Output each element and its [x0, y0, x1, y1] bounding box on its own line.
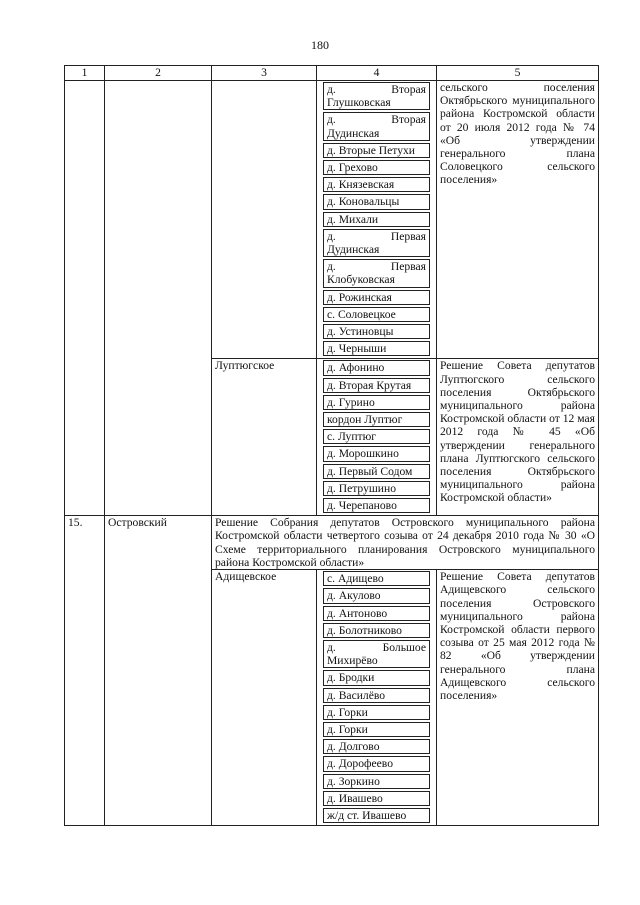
village-item: д. Афонино	[323, 360, 430, 375]
header-col-3: 3	[212, 66, 317, 81]
village-item: д. Вторая Крутая	[323, 378, 430, 393]
villages-cell	[317, 570, 437, 826]
village-item: д. Зоркино	[323, 774, 430, 789]
village-item: д. Черныши	[323, 341, 430, 356]
village-item: д. Василёво	[323, 688, 430, 703]
settlement-name: Адищевское	[212, 570, 317, 826]
village-item: д. Первая Дудинская	[323, 229, 430, 257]
villages-list	[320, 571, 433, 823]
village-item: д. Устиновцы	[323, 324, 430, 339]
village-item: д. Дорофеево	[323, 756, 430, 771]
village-item: д. Горки	[323, 722, 430, 737]
header-col-1: 1	[65, 66, 105, 81]
header-col-5: 5	[437, 66, 599, 81]
district-name: Островский	[105, 516, 212, 826]
village-item: д. Первый Содом	[323, 464, 430, 479]
village-item: д. Вторая Глушковская	[323, 82, 430, 110]
village-item: д. Петрушино	[323, 481, 430, 496]
village-item: д. Долгово	[323, 739, 430, 754]
document-cell: Решение Совета депутатов Луптюгского сельского поселения Октябрьского муниципального района Костромской области от 12 мая 2012 года № 45 «Об утверждении генерального плана Луптюгского сельского поселения Октябрьского муниципального района Костромской области»	[437, 359, 599, 516]
village-item: ж/д ст. Ивашево	[323, 808, 430, 823]
village-item: с. Луптюг	[323, 429, 430, 444]
village-item: д. Ивашево	[323, 791, 430, 806]
village-item: д. Князевская	[323, 177, 430, 192]
village-item: кордон Луптюг	[323, 412, 430, 427]
header-row	[65, 66, 599, 81]
village-item: д. Вторая Дудинская	[323, 112, 430, 140]
village-item: д. Черепаново	[323, 498, 430, 513]
village-item: д. Рожинская	[323, 290, 430, 305]
header-col-2: 2	[105, 66, 212, 81]
page-number: 180	[311, 38, 329, 52]
village-item: д. Бродки	[323, 670, 430, 685]
village-item: д. Гурино	[323, 395, 430, 410]
village-item: с. Адищево	[323, 571, 430, 586]
village-item: д. Акулово	[323, 588, 430, 603]
table-row	[65, 81, 599, 359]
village-item: д. Первая Клобуковская	[323, 259, 430, 287]
document-cell: Решение Совета депутатов Адищевского сельского поселения Островского муниципального района Костромской области первого созыва от 25 мая 2012 года № 82 «Об утверждении генерального плана Адищевского сельского поселения»	[437, 570, 599, 826]
villages-cell	[317, 81, 437, 359]
district-decision: Решение Собрания депутатов Островского муниципального района Костромской области четвертого созыва от 24 декабря 2010 года № 30 «О Схеме территориального планирования Островского муниципального района Костромской области»	[212, 516, 599, 570]
table-row	[65, 516, 599, 570]
village-item: д. Болотниково	[323, 623, 430, 638]
settlements-table	[64, 65, 599, 826]
document-cell: сельского поселения Октябрьского муниципального района Костромской области от 20 июля 2012 года № 74 «Об утверждении генерального плана Соловецкого сельского поселения»	[437, 81, 599, 359]
villages-list	[320, 82, 433, 356]
district-cell	[105, 81, 212, 516]
village-item: д. Вторые Петухи	[323, 143, 430, 158]
village-item: с. Соловецкое	[323, 307, 430, 322]
village-item: д. Большое Михирёво	[323, 640, 430, 668]
village-item: д. Грехово	[323, 160, 430, 175]
settlement-cell	[212, 81, 317, 359]
settlement-name: Луптюгское	[212, 359, 317, 516]
village-item: д. Коновальцы	[323, 194, 430, 209]
row-number: 15.	[65, 516, 105, 826]
village-item: д. Антоново	[323, 606, 430, 621]
village-item: д. Михали	[323, 212, 430, 227]
villages-cell	[317, 359, 437, 516]
village-item: д. Горки	[323, 705, 430, 720]
villages-list	[320, 360, 433, 513]
row-number-cell	[65, 81, 105, 516]
header-col-4: 4	[317, 66, 437, 81]
village-item: д. Морошкино	[323, 446, 430, 461]
